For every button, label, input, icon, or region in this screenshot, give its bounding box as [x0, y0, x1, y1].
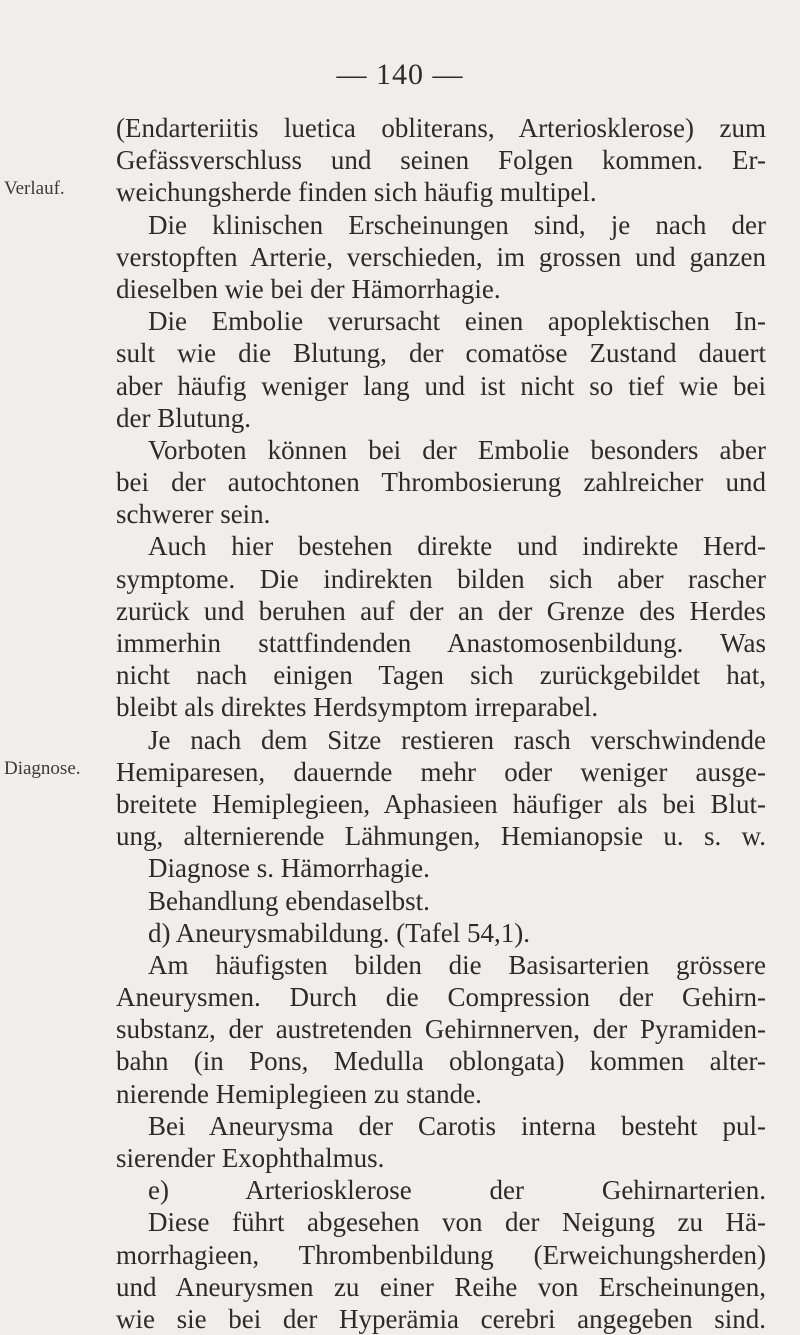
text-line: Gefässverschluss und seinen Folgen kommen. Er-: [116, 145, 766, 176]
text-line: Aneurysmen. Durch die Compression der Gehirn-: [116, 982, 766, 1013]
text-line: symptome. Die indirekten bilden sich aber rascher: [116, 563, 766, 594]
text-line: Diagnose s. Hämorrhagie.: [148, 853, 430, 884]
margin-note-verlauf: Verlauf.: [4, 178, 65, 199]
text-line: sierender Exophthalmus.: [116, 1143, 385, 1173]
text-line: Bei Aneurysma der Carotis interna besteht pul-: [148, 1110, 766, 1141]
text-line: dieselben wie bei der Hämorrhagie.: [116, 273, 501, 304]
text-line: zurück und beruhen auf der an der Grenze des Herdes: [116, 595, 766, 626]
text-line: verstopften Arterie, verschieden, im grossen und ganzen: [116, 241, 766, 272]
text-line: nierende Hemiplegieen zu stande.: [116, 1078, 482, 1109]
text-line: wie sie bei der Hyperämia cerebri angegeben sind.: [116, 1303, 766, 1334]
body-text: [116, 112, 766, 1335]
section-heading-aneurysmabildung: d) Aneurysmabildung. (Tafel 54,1).: [148, 917, 531, 948]
text-line: schwerer sein.: [116, 499, 271, 530]
text-line: Die klinischen Erscheinungen sind, je nach der: [148, 209, 766, 240]
text-line: immerhin stattfindenden Anastomosenbildung. Was: [116, 628, 766, 658]
text-line: Vorboten können bei der Embolie besonders aber: [148, 434, 766, 465]
text-line: Je nach dem Sitze restieren rasch verschwindende: [148, 724, 766, 755]
text-line: weichungsherde finden sich häufig multipel.: [116, 177, 597, 208]
text-line: aber häufig weniger lang und ist nicht so tief wie bei: [116, 370, 766, 401]
text-line: bleibt als direktes Herdsymptom irreparabel.: [116, 692, 599, 723]
text-line: der Blutung.: [116, 402, 251, 433]
text-line: sult wie die Blutung, der comatöse Zustand dauert: [116, 338, 766, 369]
page-number: — 140 —: [336, 58, 464, 91]
text-line: Am häufigsten bilden die Basisarterien grössere: [148, 949, 766, 980]
text-line: breitete Hemiplegieen, Aphasieen häufiger als bei Blut-: [116, 788, 766, 819]
text-line: Diese führt abgesehen von der Neigung zu Hä-: [148, 1207, 766, 1238]
text-line: Auch hier bestehen direkte und indirekte Herd-: [148, 531, 766, 562]
text-line: morrhagieen, Thrombenbildung (Erweichungsherden): [116, 1239, 766, 1270]
text-line: bahn (in Pons, Medulla oblongata) kommen alter-: [116, 1046, 766, 1077]
margin-note-diagnose: Diagnose.: [4, 758, 81, 779]
text-line: Behandlung ebendaselbst.: [148, 885, 430, 916]
section-heading-arteriosklerose: e) Arteriosklerose der Gehirnarterien.: [148, 1175, 766, 1206]
text-line: bei der autochtonen Thrombosierung zahlreicher und: [116, 467, 766, 498]
text-line: und Aneurysmen zu einer Reihe von Erscheinungen,: [116, 1271, 766, 1302]
text-line: Die Embolie verursacht einen apoplektischen In-: [148, 306, 766, 337]
text-line: nicht nach einigen Tagen sich zurückgebildet hat,: [116, 660, 766, 691]
text-line: (Endarteriitis luetica obliterans, Arteriosklerose) zum: [116, 113, 766, 143]
text-line: ung, alternierende Lähmungen, Hemianopsie u. s. w.: [116, 821, 766, 852]
text-line: Hemiparesen, dauernde mehr oder weniger ausge-: [116, 756, 766, 787]
text-line: substanz, der austretenden Gehirnnerven, der Pyramiden-: [116, 1014, 766, 1045]
